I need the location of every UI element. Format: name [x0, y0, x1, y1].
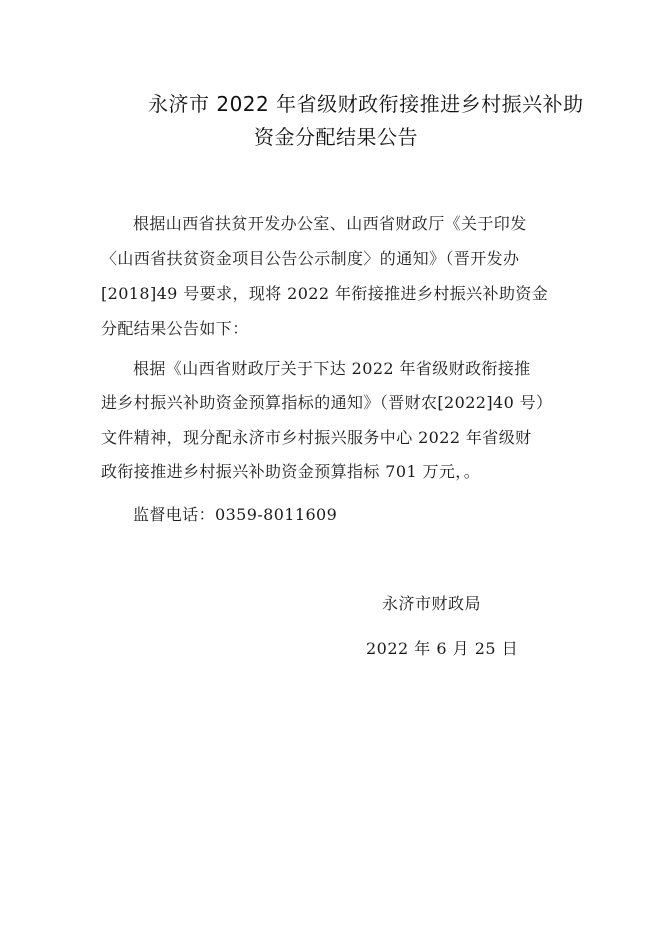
- paragraph-1-line-3: [2018]49 号要求，现将 2022 年衔接推进乡村振兴补助资金: [101, 284, 549, 303]
- supervision-phone: 监督电话：0359-8011609: [133, 505, 338, 524]
- paragraph-1-line-4: 分配结果公告如下：: [101, 319, 249, 338]
- paragraph-1-line-1: 根据山西省扶贫开发办公室、山西省财政厅《关于印发: [133, 214, 527, 233]
- paragraph-2-line-1: 根据《山西省财政厅关于下达 2022 年省级财政衔接推: [133, 359, 531, 378]
- signature-date: 2022 年 6 月 25 日: [366, 639, 519, 658]
- paragraph-2-line-3: 文件精神，现分配永济市乡村振兴服务中心 2022 年省级财: [101, 428, 532, 447]
- document-title-line-1: 永济市 2022 年省级财政衔接推进乡村振兴补助: [148, 92, 584, 116]
- paragraph-2-line-4: 政衔接推进乡村振兴补助资金预算指标 701 万元，。: [101, 462, 481, 481]
- document-title-line-2: 资金分配结果公告: [254, 125, 418, 149]
- signature-organization: 永济市财政局: [382, 594, 482, 613]
- paragraph-2-line-2: 进乡村振兴补助资金预算指标的通知》（晋财农[2022]40 号）: [101, 393, 553, 412]
- paragraph-1-line-2: 〈山西省扶贫资金项目公告公示制度〉的通知》（晋开发办: [101, 249, 520, 268]
